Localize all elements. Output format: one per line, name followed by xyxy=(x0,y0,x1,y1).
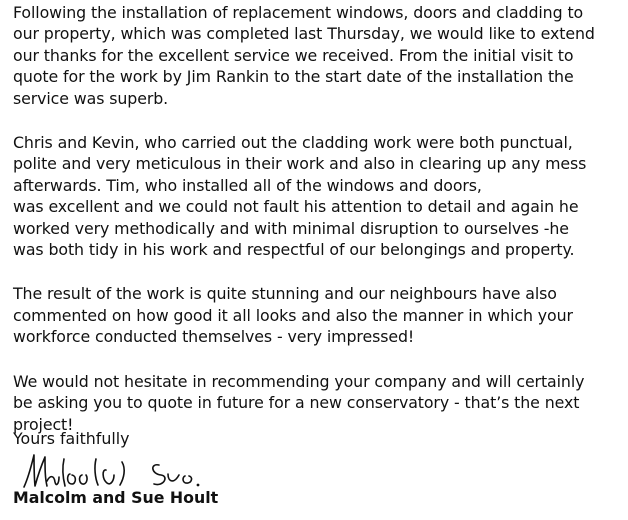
text-line: The result of the work is quite stunning and our neighbours have also xyxy=(13,284,557,304)
text-line: service was superb. xyxy=(13,88,169,108)
paragraph-result xyxy=(13,283,625,347)
text-line: polite and very meticulous in their work and also in clearing up any mess xyxy=(13,154,587,174)
closing-phrase: Yours faithfully xyxy=(13,429,130,448)
paragraph-recommendation xyxy=(13,371,625,435)
text-line: We would not hesitate in recommending your company and will certainly xyxy=(13,371,585,391)
text-line: afterwards. Tim, who installed all of the windows and doors, xyxy=(13,175,482,195)
signatories-name: Malcolm and Sue Hoult xyxy=(13,488,219,507)
text-line: be asking you to quote in future for a new conservatory - that’s the next xyxy=(13,393,580,413)
paragraph-installation-thanks xyxy=(13,2,625,109)
text-line: Following the installation of replacement windows, doors and cladding to xyxy=(13,3,584,22)
text-line: our thanks for the excellent service we received. From the initial visit to xyxy=(13,45,574,65)
text-line: Chris and Kevin, who carried out the cladding work were both punctual, xyxy=(13,133,573,153)
text-line: was both tidy in his work and respectful of our belongings and property. xyxy=(13,240,575,260)
text-line: worked very methodically and with minimal disruption to ourselves -he xyxy=(13,218,569,238)
paragraph-installers-praise xyxy=(13,132,625,260)
text-line: quote for the work by Jim Rankin to the start date of the installation the xyxy=(13,67,574,87)
letter-body xyxy=(13,2,625,458)
handwritten-signature xyxy=(14,451,214,491)
text-line: was excellent and we could not fault his attention to detail and again he xyxy=(13,197,579,217)
text-line: commented on how good it all looks and also the manner in which your xyxy=(13,305,573,325)
text-line: workforce conducted themselves - very impressed! xyxy=(13,327,415,347)
text-line: project! xyxy=(13,414,74,434)
text-line: our property, which was completed last Thursday, we would like to extend xyxy=(13,24,595,44)
